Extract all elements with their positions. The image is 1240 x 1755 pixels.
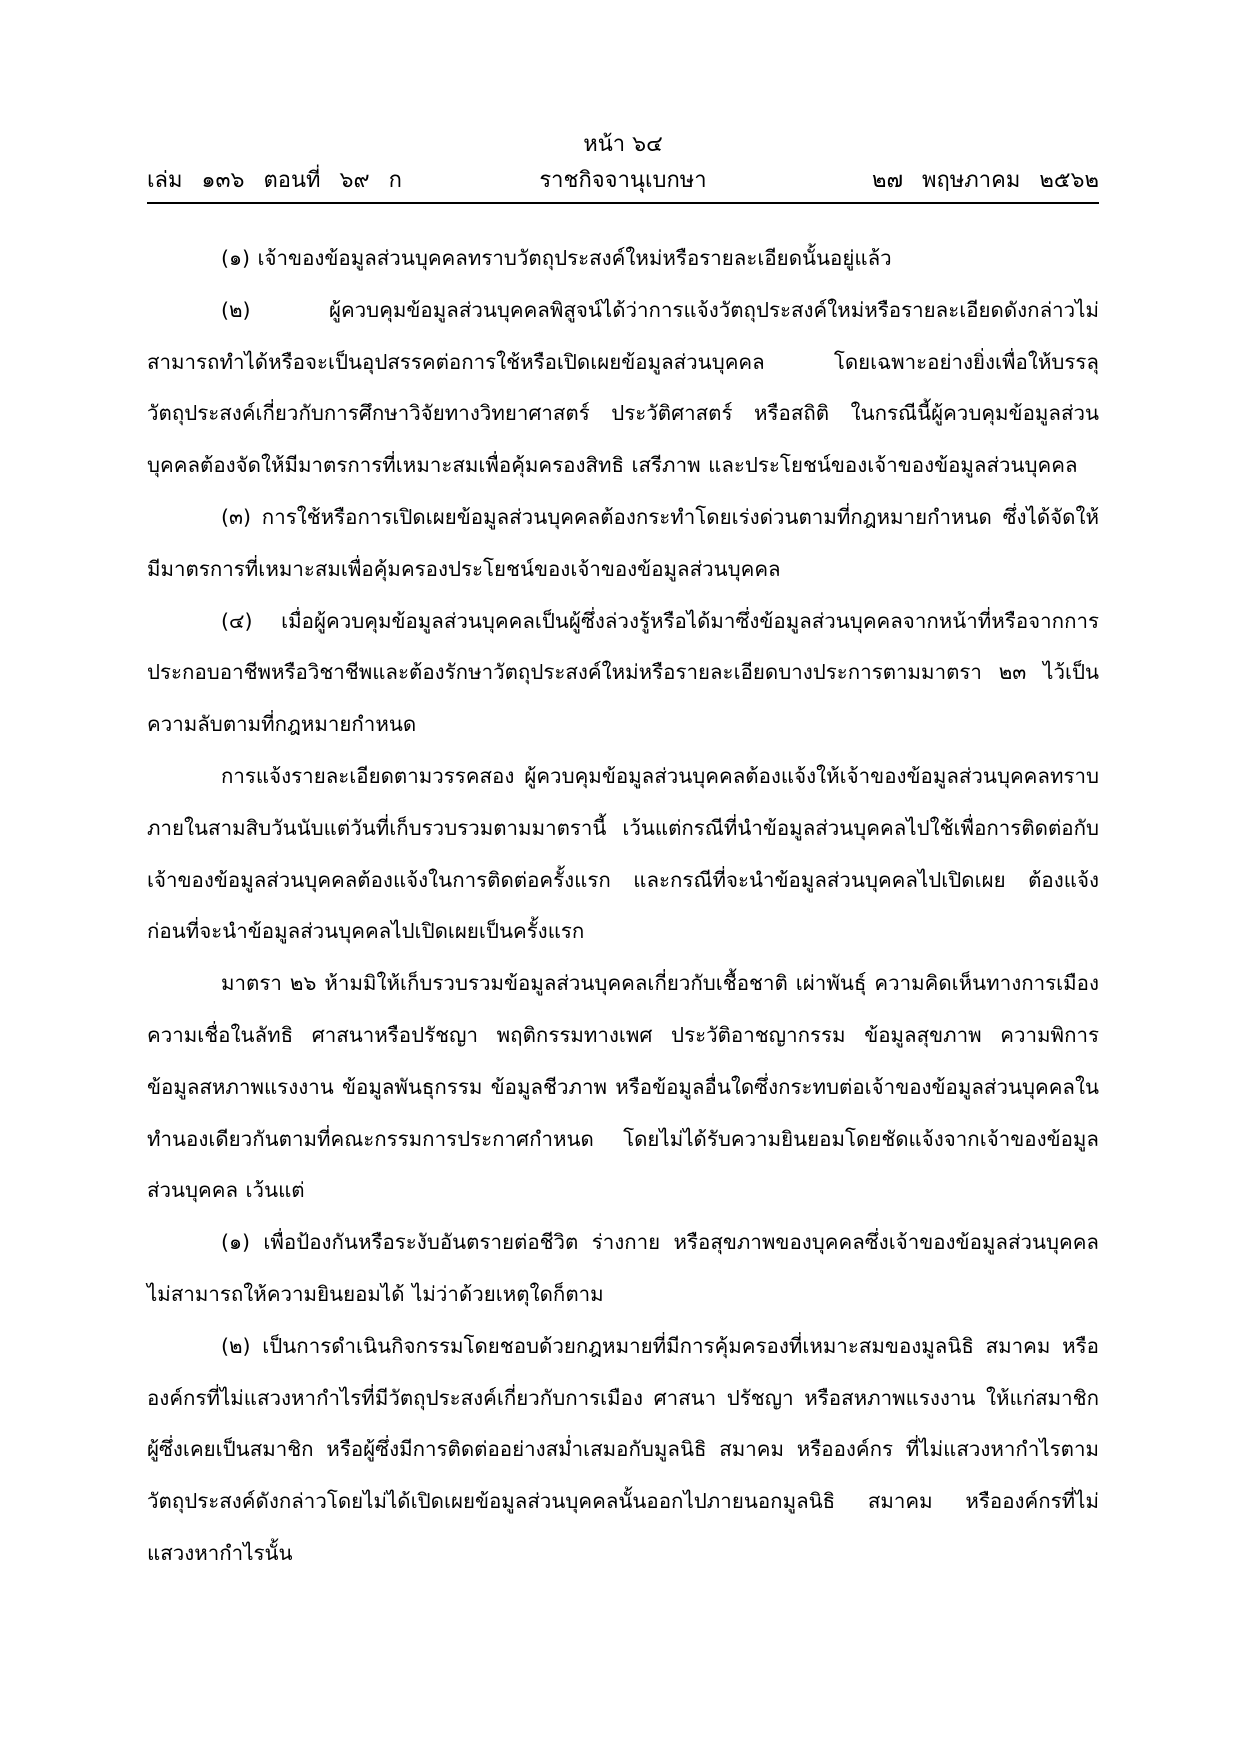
publication-date: ๒๗ พฤษภาคม ๒๕๖๒ <box>871 168 1099 193</box>
paragraph-section-26-clause-1: (๑) เพื่อป้องกันหรือระงับอันตรายต่อชีวิต ร่างกาย หรือสุขภาพของบุคคลซึ่งเจ้าของข้อมูลส่วนบุคคลไม่สามารถให้ความยินยอมได้ ไม่ว่าด้วยเหตุใดก็ตาม <box>147 1230 1099 1306</box>
paragraph-clause-1: (๑) เจ้าของข้อมูลส่วนบุคคลทราบวัตถุประสงค์ใหม่หรือรายละเอียดนั้นอยู่แล้ว <box>221 246 892 270</box>
paragraph-clause-4: (๔) เมื่อผู้ควบคุมข้อมูลส่วนบุคคลเป็นผู้ซึ่งล่วงรู้หรือได้มาซึ่งข้อมูลส่วนบุคคลจากหน้าที่หรือจากการประกอบอาชีพหรือวิชาชีพและต้องรักษาวัตถุประสงค์ใหม่หรือรายละเอียดบางประการตามมาตรา ๒๓ ไว้เป็นความลับตามที่กฎหมายกำหนด <box>147 608 1099 737</box>
paragraph-clause-2: (๒) ผู้ควบคุมข้อมูลส่วนบุคคลพิสูจน์ได้ว่าการแจ้งวัตถุประสงค์ใหม่หรือรายละเอียดดังกล่าวไม่สามารถทำได้หรือจะเป็นอุปสรรคต่อการใช้หรือเปิดเผยข้อมูลส่วนบุคคล โดยเฉพาะอย่างยิ่งเพื่อให้บรรลุวัตถุประสงค์เกี่ยวกับการศึกษาวิจัยทางวิทยาศาสตร์ ประวัติศาสตร์ หรือสถิติ ในกรณีนี้ผู้ควบคุมข้อมูลส่วนบุคคลต้องจัดให้มีมาตรการที่เหมาะสมเพื่อคุ้มครองสิทธิ เสรีภาพ และประโยชน์ของเจ้าของข้อมูลส่วนบุคคล <box>147 297 1099 478</box>
header-divider <box>147 202 1099 204</box>
volume-info: เล่ม ๑๓๖ ตอนที่ ๖๙ ก <box>147 168 402 193</box>
publication-title: ราชกิจจานุเบกษา <box>539 168 707 193</box>
header-row <box>147 166 1099 196</box>
gazette-header <box>147 124 1099 206</box>
document-body <box>147 233 1099 1580</box>
paragraph-notification-details: การแจ้งรายละเอียดตามวรรคสอง ผู้ควบคุมข้อมูลส่วนบุคคลต้องแจ้งให้เจ้าของข้อมูลส่วนบุคคลทราบภายในสามสิบวันนับแต่วันที่เก็บรวบรวมตามมาตรานี้ เว้นแต่กรณีที่นำข้อมูลส่วนบุคคลไปใช้เพื่อการติดต่อกับเจ้าของข้อมูลส่วนบุคคลต้องแจ้งในการติดต่อครั้งแรก และกรณีที่จะนำข้อมูลส่วนบุคคลไปเปิดเผย ต้องแจ้งก่อนที่จะนำข้อมูลส่วนบุคคลไปเปิดเผยเป็นครั้งแรก <box>147 763 1099 944</box>
paragraph-clause-3: (๓) การใช้หรือการเปิดเผยข้อมูลส่วนบุคคลต้องกระทำโดยเร่งด่วนตามที่กฎหมายกำหนด ซึ่งได้จัดให้มีมาตรการที่เหมาะสมเพื่อคุ้มครองประโยชน์ของเจ้าของข้อมูลส่วนบุคคล <box>147 504 1099 581</box>
page-number: หน้า ๖๔ <box>583 132 663 157</box>
paragraph-section-26: มาตรา ๒๖ ห้ามมิให้เก็บรวบรวมข้อมูลส่วนบุคคลเกี่ยวกับเชื้อชาติ เผ่าพันธุ์ ความคิดเห็นทางการเมือง ความเชื่อในลัทธิ ศาสนาหรือปรัชญา พฤติกรรมทางเพศ ประวัติอาชญากรรม ข้อมูลสุขภาพ ความพิการ ข้อมูลสหภาพแรงงาน ข้อมูลพันธุกรรม ข้อมูลชีวภาพ หรือข้อมูลอื่นใดซึ่งกระทบต่อเจ้าของข้อมูลส่วนบุคคลในทำนองเดียวกันตามที่คณะกรรมการประกาศกำหนด โดยไม่ได้รับความยินยอมโดยชัดแจ้งจากเจ้าของข้อมูลส่วนบุคคล เว้นแต่ <box>147 971 1099 1203</box>
paragraph-section-26-clause-2: (๒) เป็นการดำเนินกิจกรรมโดยชอบด้วยกฎหมายที่มีการคุ้มครองที่เหมาะสมของมูลนิธิ สมาคม หรือองค์กรที่ไม่แสวงหากำไรที่มีวัตถุประสงค์เกี่ยวกับการเมือง ศาสนา ปรัชญา หรือสหภาพแรงงาน ให้แก่สมาชิก ผู้ซึ่งเคยเป็นสมาชิก หรือผู้ซึ่งมีการติดต่ออย่างสม่ำเสมอกับมูลนิธิ สมาคม หรือองค์กร ที่ไม่แสวงหากำไรตามวัตถุประสงค์ดังกล่าวโดยไม่ได้เปิดเผยข้อมูลส่วนบุคคลนั้นออกไปภายนอกมูลนิธิ สมาคม หรือองค์กรที่ไม่แสวงหากำไรนั้น <box>147 1333 1099 1565</box>
